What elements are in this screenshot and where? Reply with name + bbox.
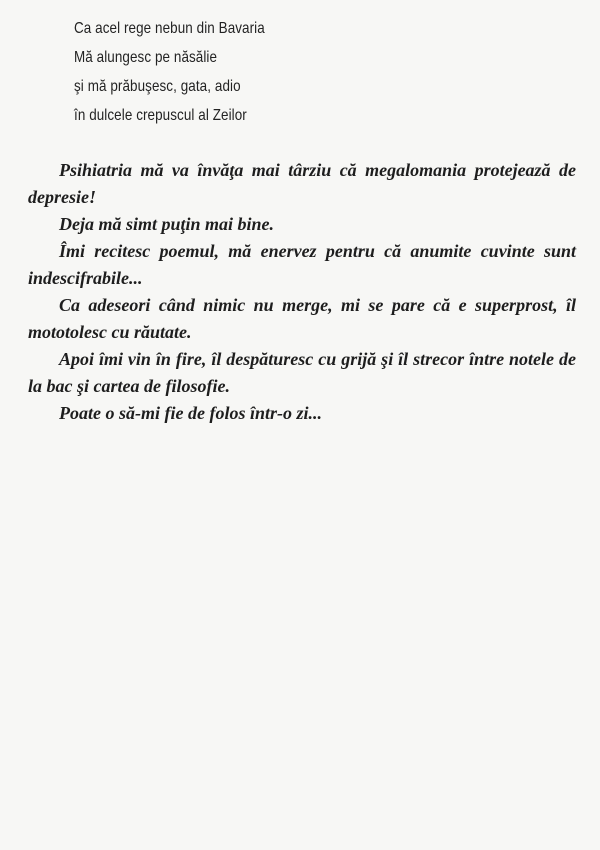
poem-line: şi mă prăbuşesc, gata, adio [74, 78, 241, 95]
paragraph: Poate o să-mi fie de folos într-o zi... [59, 403, 322, 423]
paragraph: Apoi îmi vin în fire, îl despăturesc cu grijă şi îl strecor între notele de la bac şi cartea de filosofie. [28, 349, 576, 396]
poem-line: în dulcele crepuscul al Zeilor [74, 107, 247, 124]
paragraph: Deja mă simt puţin mai bine. [59, 214, 275, 234]
prose-block [28, 157, 576, 427]
paragraph: Ca adeseori când nimic nu merge, mi se pare că e superprost, îl mototolesc cu răutate. [28, 295, 576, 342]
poem-line: Ca acel rege nebun din Bavaria [74, 20, 265, 37]
poem-block [74, 14, 494, 130]
poem-line: Mă alungesc pe năsălie [74, 49, 218, 66]
paragraph: Îmi recitesc poemul, mă enervez pentru că anumite cuvinte sunt indescifrabile... [28, 241, 576, 288]
paragraph: Psihiatria mă va învăţa mai târziu că megalomania protejează de depresie! [28, 160, 576, 207]
